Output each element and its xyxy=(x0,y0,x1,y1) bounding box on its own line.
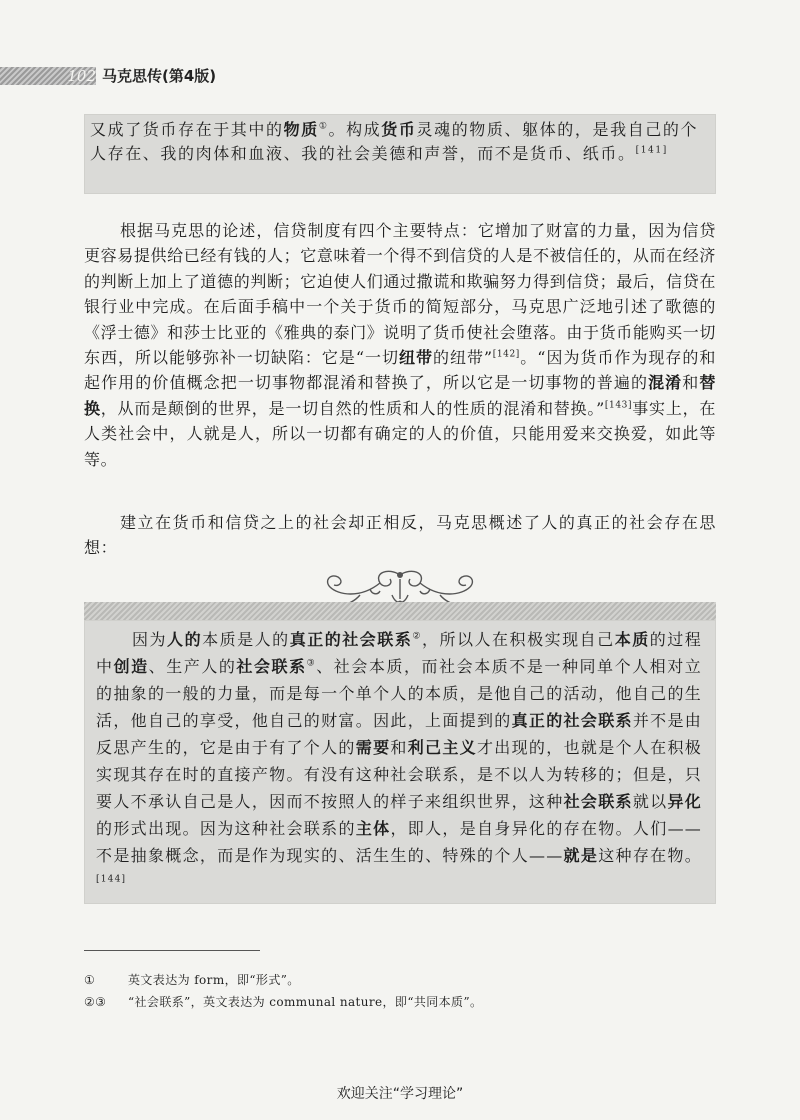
footnote-mark: ②③ xyxy=(84,995,107,1009)
block-quote-top xyxy=(84,114,716,194)
page-footer: 欢迎关注“学习理论” xyxy=(336,1086,464,1102)
footnote-2 xyxy=(84,994,482,1010)
citation-ref: [144] xyxy=(96,874,127,885)
footnote-text: 英文表达为 form，即“形式”。 xyxy=(128,973,300,987)
citation-ref: [141] xyxy=(635,145,668,156)
block-quote-bottom-text: 因为人的本质是人的真正的社会联系②，所以人在积极实现自己本质的过程中创造、生产人的社会联系③、社会本质，而社会本质不是一种同单个人相对立的抽象的一般的力量，而是每一个单个人的本质，是他自己的活动，他自己的生活，他自己的享受，他自己的财富。因此，上面提到的真正的社会联系并不是由反思产生的，它是由于有了个人的需要和利己主义才出现的，也就是个人在积极实现其存在时的直接产物。有没有这种社会联系，是不以人为转移的；但是，只要人不承认自己是人，因而不按照人的样子来组织世界，这种社会联系就以异化的形式出现。因为这种社会联系的主体，即人，是自身异化的存在物。人们——不是抽象概念，而是作为现实的、活生生的、特殊的个人——就是这种存在物。[144] xyxy=(96,630,703,885)
running-header xyxy=(0,63,800,89)
footnote-ref: ① xyxy=(318,121,329,132)
footnote-ref: ③ xyxy=(306,658,317,669)
citation-ref: [143] xyxy=(604,400,633,411)
footnote-ref: ② xyxy=(412,631,422,642)
footnote-text: “社会联系”，英文表达为 communal nature，即“共同本质”。 xyxy=(128,995,483,1009)
body-paragraph-2: 建立在货币和信贷之上的社会却正相反，马克思概述了人的真正的社会存在思想： xyxy=(84,513,716,558)
footnote-divider xyxy=(84,950,260,951)
footnote-1 xyxy=(84,972,300,988)
block-quote-top-text: 又成了货币存在于其中的物质①。构成货币灵魂的物质、躯体的，是我自己的个人存在、我的肉体和血液、我的社会美德和声誉，而不是货币、纸币。[141] xyxy=(90,120,699,163)
book-title: 马克思传(第4版) xyxy=(102,67,217,85)
footnote-mark: ① xyxy=(84,973,96,987)
block-quote-bottom xyxy=(84,620,716,904)
citation-ref: [142] xyxy=(492,349,520,360)
page-number: 102 xyxy=(67,67,96,85)
body-paragraph-1: 根据马克思的论述，信贷制度有四个主要特点：它增加了财富的力量，因为信贷更容易提供给已经有钱的人；它意味着一个得不到信贷的人是不被信任的，从而在经济的判断上加上了道德的判断；它迫使人们通过撒谎和欺骗努力得到信贷；最后，信贷在银行业中完成。在后面手稿中一个关于货币的简短部分，马克思广泛地引述了歌德的《浮士德》和莎士比亚的《雅典的泰门》说明了货币使社会堕落。由于货币能购买一切东西，所以能够弥补一切缺陷：它是“一切纽带的纽带”[142]。“因为货币作为现存的和起作用的价值概念把一切事物都混淆和替换了，所以它是一切事物的普遍的混淆和替换，从而是颠倒的世界，是一切自然的性质和人的性质的混淆和替换。”[143]事实上，在人类社会中，人就是人，所以一切都有确定的人的价值，只能用爱来交换爱，如此等等。 xyxy=(84,221,716,469)
